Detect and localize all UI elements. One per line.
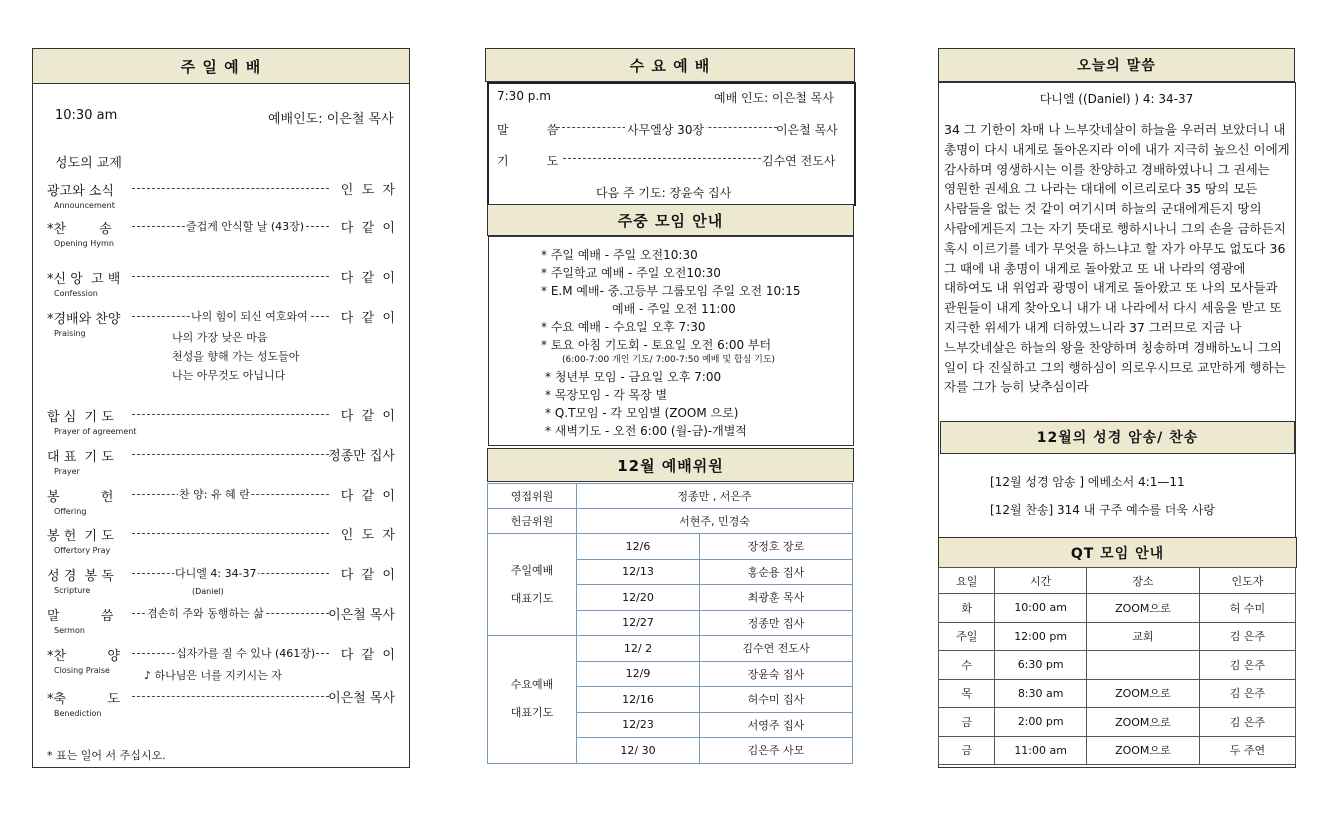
committee-person: 김수연 전도사	[700, 636, 853, 662]
memory-hymn: [12월 찬송] 314 내 구주 예수를 더욱 사랑	[990, 503, 1215, 517]
worship-item-english: Closing Praise	[54, 666, 110, 675]
qt-cell: 금	[939, 708, 995, 737]
worship-item-detail: 즐겁게 안식할 날 (43장)	[186, 220, 305, 233]
wednesday-leader: 예배 인도: 이은철 목사	[714, 91, 834, 105]
worship-item-label: *경배와 찬양	[47, 312, 121, 327]
qt-cell: 수	[939, 651, 995, 680]
qt-cell: 12:00 pm	[995, 622, 1086, 651]
worship-item-leader: 다 같 이	[340, 311, 395, 326]
wednesday-time: 7:30 p.m	[497, 89, 551, 103]
committee-date: 12/13	[577, 559, 700, 585]
group-label-line: 대표기도	[510, 706, 554, 720]
qt-cell: 주일	[939, 622, 995, 651]
sunday-leader: 예배인도: 이은철 목사	[268, 112, 394, 127]
wed-next-prayer: 다음 주 기도: 장윤숙 집사	[596, 186, 732, 200]
worship-item	[47, 218, 395, 248]
worship-item-english: Announcement	[54, 201, 115, 210]
praise-lines	[172, 328, 299, 385]
worship-item	[47, 486, 395, 516]
worship-item-english: Prayer of agreement	[54, 427, 137, 436]
worship-item	[47, 688, 395, 718]
qt-cell: 금	[939, 736, 995, 765]
committee-group-label	[488, 534, 577, 636]
worship-item-english: Prayer	[54, 467, 80, 476]
worship-item-label: 대 표 기 도	[47, 450, 114, 465]
qt-cell: 화	[939, 594, 995, 623]
worship-item-english: Benediction	[54, 709, 102, 718]
worship-item-english: Confession	[54, 289, 98, 298]
committee-date: 12/ 30	[577, 738, 700, 764]
gathering-item: * 청년부 모임 - 금요일 오후 7:00	[545, 370, 722, 384]
gatherings-title: 주중 모임 안내	[487, 204, 854, 236]
praise-line: 천성을 향해 가는 성도들아	[172, 350, 300, 363]
gathering-item: * Q.T모임 - 각 모임별 (ZOOM 으로)	[545, 406, 739, 420]
qt-header: 인도자	[1199, 568, 1295, 594]
worship-item	[47, 446, 395, 476]
qt-cell: 11:00 am	[995, 736, 1086, 765]
committee-group-label	[488, 636, 577, 764]
divider	[132, 276, 329, 277]
committee-date: 12/16	[577, 687, 700, 713]
worship-item-english: Praising	[54, 329, 86, 338]
worship-item-label: 합 심 기 도	[47, 410, 114, 425]
gathering-item: * 주일학교 예배 - 주일 오전10:30	[541, 266, 721, 280]
qt-cell: 김 은주	[1199, 708, 1295, 737]
wed-prayer-label: 기 도	[497, 154, 559, 168]
worship-item-label: 말 씀	[47, 609, 114, 624]
group-label-line: 수요예배	[510, 678, 554, 692]
worship-item-leader: 정종만 집사	[328, 449, 395, 464]
qt-cell: 두 주연	[1199, 736, 1295, 765]
gathering-item: * E.M 예배- 중.고등부 그룹모임 주일 오전 10:15	[541, 284, 801, 298]
worship-item	[47, 268, 395, 298]
welcome-names: 정종만 , 서은주	[577, 484, 853, 509]
qt-cell: ZOOM으로	[1086, 594, 1199, 623]
worship-item-english: Scripture	[54, 586, 91, 595]
word-text: 34 그 기한이 차매 나 느부갓네살이 하늘을 우러러 보았더니 내 총명이 다시 내게로 돌아온지라 이에 내가 지극히 높으신 이에게 감사하며 영생하시는 이를 찬양하고 경배하였나니 그 권세는 영원한 권세요 그 나라는 대대에 이르리로다 35 땅의 모든 사람들을 없는 것 같이 여기시며 하늘의 군대에게든지 땅의 사람에게든지 그는 자기 뜻대로 행하시나니 그의 손을 금하든지 혹시 이르기를 네가 무엇을 하느냐고 할 자가 아무도 없도다 36 그 때에 내 총명이 내게로 돌아왔고 또 내 나라의 영광에 대하여도 내 위엄과 광명이 내게로 돌아왔고 또 나의 모사들과 관원들이 내게 찾아오니 내가 내 나라에서 다시 세움을 받고 또 지극한 위세가 내게 더하였느니라 37 그러므로 지금 나 느부갓네살은 하늘의 왕을 찬양하며 칭송하며 경배하노니 그의 일이 다 진실하고 그의 행하심이 의로우시므로 교만하게 행하는 자를 그가 능히 낮추심이라	[944, 122, 1290, 395]
worship-item-leader: 이은철 목사	[328, 691, 395, 706]
wed-prayer-right: 김수연 전도사	[762, 154, 836, 168]
committee-date: 12/20	[577, 585, 700, 611]
committee-person: 허수미 집사	[700, 687, 853, 713]
committee-date: 12/27	[577, 610, 700, 636]
qt-header: 장소	[1086, 568, 1199, 594]
wed-sermon-label: 말 씀	[497, 123, 559, 137]
committee-person: 정종만 집사	[700, 610, 853, 636]
gathering-item: (6:00-7:00 개인 기도/ 7:00-7:50 예배 및 합심 기도)	[562, 355, 776, 365]
qt-cell: ZOOM으로	[1086, 708, 1199, 737]
worship-item-english: Offertory Pray	[54, 546, 111, 555]
worship-item-leader: 인 도 자	[340, 183, 395, 198]
committee-row	[488, 534, 853, 560]
committee-person: 김은주 사모	[700, 738, 853, 764]
qt-cell: 김 은주	[1199, 651, 1295, 680]
committee-table	[487, 483, 853, 764]
wed-sermon-text: 사무엘상 30장	[627, 123, 705, 137]
gathering-item: * 수요 예배 - 수요일 오후 7:30	[541, 320, 706, 334]
qt-row	[939, 622, 1296, 651]
gathering-item: * 주일 예배 - 주일 오전10:30	[541, 248, 698, 262]
scripture-en: (Daniel)	[192, 587, 224, 596]
qt-row	[939, 736, 1296, 765]
qt-row	[939, 594, 1296, 623]
qt-row	[939, 708, 1296, 737]
worship-item-leader: 인 도 자	[340, 528, 395, 543]
qt-header: 요일	[939, 568, 995, 594]
worship-item-leader: 다 같 이	[340, 409, 395, 424]
qt-row	[939, 679, 1296, 708]
gathering-item: * 새벽기도 - 오전 6:00 (월-금)-개별적	[545, 424, 747, 438]
memory-title: 12월의 성경 암송/ 찬송	[940, 421, 1295, 454]
qt-cell: 2:00 pm	[995, 708, 1086, 737]
praise-line: 나는 아무것도 아닙니다	[172, 369, 286, 382]
committee-row	[488, 636, 853, 662]
qt-cell: 10:00 am	[995, 594, 1086, 623]
praise-line: 나의 가장 낮은 마음	[172, 331, 268, 344]
divider	[132, 454, 329, 455]
wednesday-title: 수 요 예 배	[485, 48, 855, 82]
worship-item	[47, 605, 395, 635]
qt-cell	[1086, 651, 1199, 680]
qt-cell: 목	[939, 679, 995, 708]
sunday-title: 주 일 예 배	[32, 48, 410, 84]
worship-item-label: *찬 송	[47, 222, 112, 237]
worship-item-label: *찬 양	[47, 649, 120, 664]
committee-date: 12/6	[577, 534, 700, 560]
worship-item-detail: 나의 힘이 되신 여호와여	[191, 310, 308, 323]
worship-item-english: Opening Hymn	[54, 239, 114, 248]
worship-item-detail: 찬 양: 유 혜 란	[179, 488, 250, 501]
worship-item-label: *신 앙 고 백	[47, 272, 121, 287]
closing-song: ♪ 하나님은 너를 지키시는 자	[144, 669, 282, 682]
qt-cell: 교회	[1086, 622, 1199, 651]
worship-item-leader: 다 같 이	[340, 568, 395, 583]
worship-item-label: 성 경 봉 독	[47, 569, 114, 584]
qt-cell: 8:30 am	[995, 679, 1086, 708]
worship-item-label: 봉 헌	[47, 490, 114, 505]
qt-row	[939, 651, 1296, 680]
group-label-line: 대표기도	[510, 591, 554, 605]
gathering-item: * 토요 아침 기도회 - 토요일 오전 6:00 부터	[541, 338, 772, 352]
footnote: * 표는 일어 서 주십시오.	[47, 749, 166, 762]
worship-item-leader: 이은철 목사	[328, 608, 395, 623]
worship-item-leader: 다 같 이	[340, 221, 395, 236]
qt-header: 시간	[995, 568, 1086, 594]
qt-cell: 6:30 pm	[995, 651, 1086, 680]
welcome-label: 영접위원	[488, 484, 577, 509]
gathering-item: 예배 - 주일 오전 11:00	[612, 302, 736, 316]
qt-table	[938, 567, 1296, 765]
committee-person: 홍순용 집사	[700, 559, 853, 585]
qt-cell: 김 은주	[1199, 679, 1295, 708]
worship-item-english: Offering	[54, 507, 87, 516]
qt-cell: ZOOM으로	[1086, 736, 1199, 765]
worship-item-english: Sermon	[54, 626, 85, 635]
committee-person: 최광훈 목사	[700, 585, 853, 611]
worship-item-detail: 십자가를 질 수 있나 (461장)	[176, 647, 316, 660]
divider	[563, 158, 761, 159]
committee-date: 12/ 2	[577, 636, 700, 662]
qt-title: QT 모임 안내	[938, 537, 1297, 568]
fellowship-heading: 성도의 교제	[55, 156, 122, 171]
divider	[132, 696, 329, 697]
worship-item-leader: 다 같 이	[340, 489, 395, 504]
worship-item-detail: 겸손히 주와 동행하는 삶	[147, 607, 264, 620]
gathering-item: * 목장모임 - 각 목장 별	[545, 388, 668, 402]
committee-person: 장윤숙 집사	[700, 661, 853, 687]
offering-names: 서현주, 민경숙	[577, 509, 853, 534]
divider	[132, 188, 329, 189]
worship-item-label: *축 도	[47, 692, 120, 707]
word-title: 오늘의 말씀	[938, 48, 1295, 82]
committee-title: 12월 예배위원	[487, 448, 854, 482]
committee-person: 장정호 장로	[700, 534, 853, 560]
committee-date: 12/9	[577, 661, 700, 687]
group-label-line: 주일예배	[510, 563, 554, 577]
worship-item-label: 광고와 소식	[47, 184, 114, 199]
worship-item-label: 봉 헌 기 도	[47, 529, 114, 544]
qt-cell: 허 수미	[1199, 594, 1295, 623]
worship-item	[47, 180, 395, 210]
sunday-time: 10:30 am	[55, 108, 118, 123]
memory-verse: [12월 성경 암송 ] 에베소서 4:1—11	[990, 475, 1185, 489]
wed-sermon-right: 이은철 목사	[776, 123, 838, 137]
offering-label: 헌금위원	[488, 509, 577, 534]
qt-cell: 김 은주	[1199, 622, 1295, 651]
worship-item	[47, 525, 395, 555]
divider	[132, 414, 329, 415]
committee-person: 서영주 집사	[700, 712, 853, 738]
committee-date: 12/23	[577, 712, 700, 738]
worship-item-leader: 다 같 이	[340, 648, 395, 663]
worship-item-detail: 다니엘 4: 34-37	[175, 567, 257, 580]
qt-cell: ZOOM으로	[1086, 679, 1199, 708]
worship-item	[47, 406, 395, 436]
worship-item-leader: 다 같 이	[340, 271, 395, 286]
divider	[132, 533, 329, 534]
word-reference: 다니엘 ((Daniel) ) 4: 34-37	[1039, 92, 1194, 106]
